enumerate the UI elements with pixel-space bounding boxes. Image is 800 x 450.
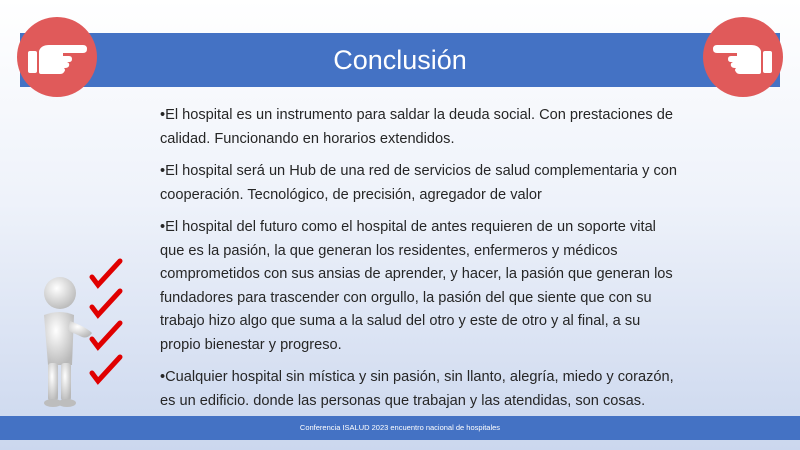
- bullet-3: •El hospital del futuro como el hospital de antes requieren de un soporte vital que es la pasión, la que generan los residentes, enfermeros y médicos comprometidos con sus ansias de aprender, y hacer, la pasión que generan los fundadores para trascender con orgullo, la pasión del que siente que con su trabajo hizo algo que suma a la salud del otro y este de otro y al final, a su propio bienestar y progreso.: [160, 219, 673, 353]
- slide-title: Conclusión: [333, 45, 467, 75]
- pointing-hand-left-icon: [703, 17, 783, 97]
- bullet-list: [160, 104, 680, 422]
- footer-bar: [0, 416, 800, 440]
- pointing-hand-right-icon: [17, 17, 97, 97]
- bullet-1: •El hospital es un instrumento para saldar la deuda social. Con prestaciones de calidad. Funcionando en horarios extendidos.: [160, 107, 673, 147]
- title-bar: [20, 33, 780, 87]
- bullet-2: •El hospital será un Hub de una red de servicios de salud complementaria y con cooperación. Tecnológico, de precisión, agregador de valor: [160, 163, 677, 203]
- footer-text: Conferencia ISALUD 2023 encuentro nacional de hospitales: [299, 423, 501, 432]
- person-with-checkmarks-icon: [30, 255, 140, 415]
- bullet-4: •Cualquier hospital sin mística y sin pasión, sin llanto, alegría, miedo y corazón, es un edificio. donde las personas que trabajan y las atendidas, son cosas.: [160, 369, 674, 409]
